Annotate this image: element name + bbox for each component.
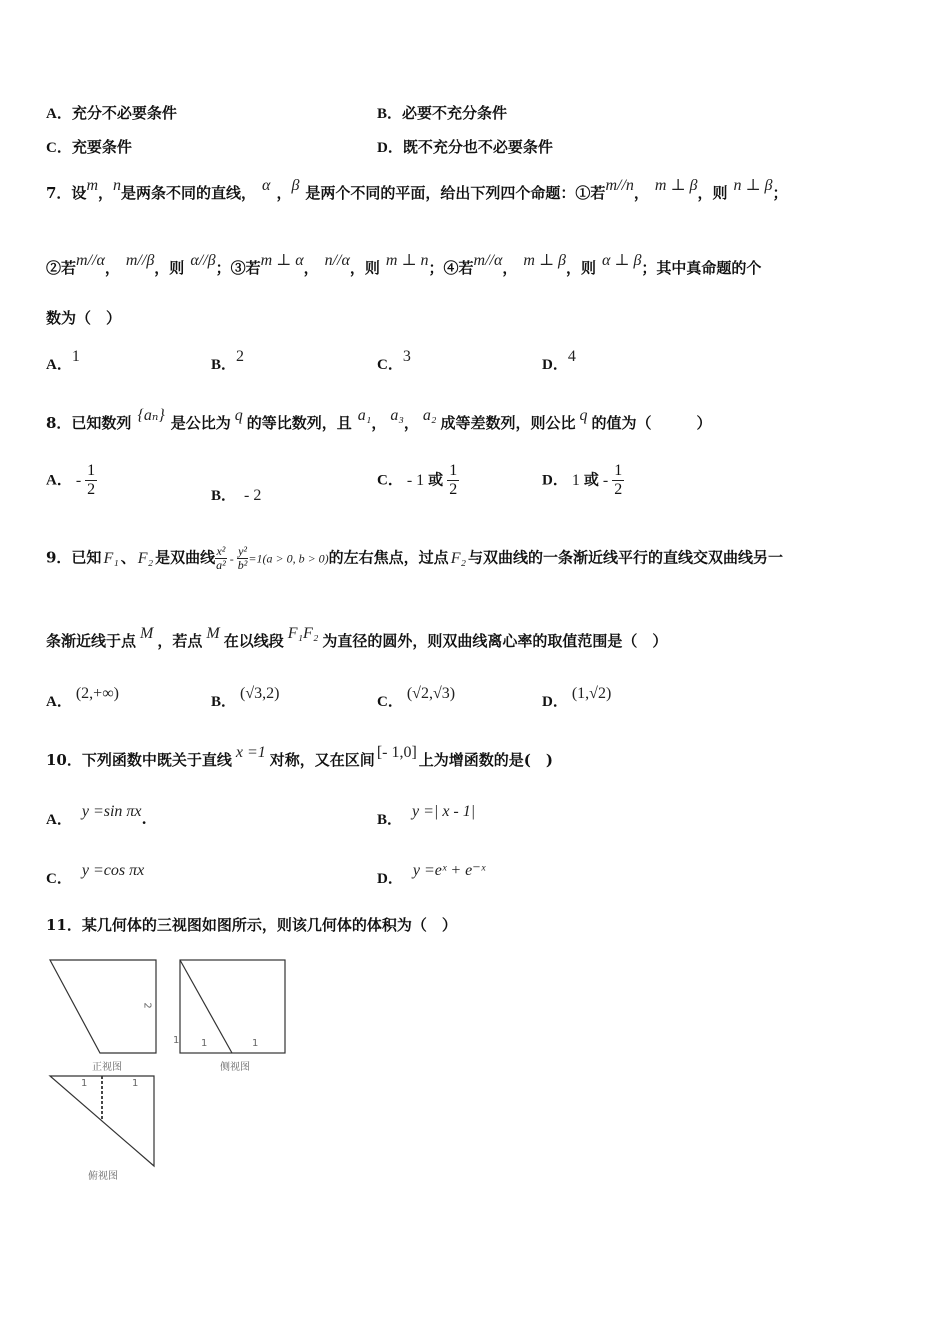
front-view-shape xyxy=(50,960,156,1053)
q9-stem-line2: 条渐近线于点 M ，若点 M 在以线段 F₁F₂ 为直径的圆外，则双曲线离心率的取值范围是（ ） xyxy=(46,625,668,650)
q9-stem-line1: 9．已知 F₁ 、 F₂ 是双曲线 $\frac{\text{x²}}{\text{a²}}$ - $\frac{\text{y²}}{\text{b²}}$ =1(a > 0, b > 0)的左右焦点，过点 F₂ 与双曲线的一条渐近线平行的直线交双曲线另一 xyxy=(46,544,784,572)
q9-option-c: C． (√2,√3) xyxy=(377,685,456,710)
q10-stem: 10．下列函数中既关于直线 x =1 对称，又在区间 [- 1,0] 上为增函数的是( ) xyxy=(46,744,553,769)
q10-option-a: A． y =sin πx. xyxy=(46,803,147,828)
q10-option-b: B． y =| x - 1| xyxy=(377,803,476,828)
q9-option-a: A． (2,+∞) xyxy=(46,685,119,710)
front-dim-one: 1 xyxy=(173,1035,180,1046)
q8-stem: 8．已知数列 {aₙ} 是公比为 q 的等比数列，且 a₁， a₃， a₂ 成等差数列，则公比 q 的值为（ ） xyxy=(46,407,712,432)
top-view-shape xyxy=(50,1076,154,1166)
q8-option-d: D． 1 或 - $\frac{1}{2}$ xyxy=(542,462,623,498)
q7-option-b: B．2 xyxy=(211,348,245,373)
front-view-label: 正视图 xyxy=(92,1062,122,1073)
q9-option-d: D． (1,√2) xyxy=(542,685,612,710)
q8-option-a: A． - $\frac{1}{2}$ xyxy=(46,462,96,498)
three-view-figure xyxy=(46,955,316,1185)
q7-option-c: C．3 xyxy=(377,348,411,373)
side-view-shape xyxy=(180,960,285,1053)
q11-stem: 11．某几何体的三视图如图所示，则该几何体的体积为（ ） xyxy=(46,916,457,934)
q6-option-b: B．必要不充分条件 xyxy=(377,104,508,122)
q10-option-d: D． y =eˣ + e⁻ˣ xyxy=(377,862,486,887)
q6-option-d: D．既不充分也不必要条件 xyxy=(377,138,553,156)
side-dim-one-right: 1 xyxy=(252,1038,259,1049)
q7-stem-line2: ②若m//α， m//β，则 α//β；③若m ⊥ α， n//α，则 m ⊥ n；④若m//α， m ⊥ β，则 α ⊥ β；其中真命题的个 xyxy=(46,252,762,277)
q7-option-d: D．4 xyxy=(542,348,576,373)
front-dim-two: 2 xyxy=(141,1002,153,1009)
top-dim-one-left: 1 xyxy=(81,1078,88,1089)
q10-option-c: C． y =cos πx xyxy=(46,862,145,887)
q7-stem-line1: 7．设m，n是两条不同的直线， α ，β 是两个不同的平面，给出下列四个命题：①若m//n， m ⊥ β，则 n ⊥ β； xyxy=(46,177,788,202)
q8-option-b: B． - 2 xyxy=(211,487,262,504)
q9-option-b: B． (√3,2) xyxy=(211,685,280,710)
q6-option-c: C．充要条件 xyxy=(46,138,132,156)
side-view-label: 侧视图 xyxy=(220,1062,250,1073)
q8-option-c: C． - 1 或 $\frac{1}{2}$ xyxy=(377,462,458,498)
top-dim-one-right: 1 xyxy=(132,1078,139,1089)
q6-option-a: A．充分不必要条件 xyxy=(46,104,177,122)
q7-option-a: A．1 xyxy=(46,348,80,373)
q7-stem-line3: 数为（ ） xyxy=(46,309,122,327)
top-view-label: 俯视图 xyxy=(88,1171,118,1182)
side-dim-one-left: 1 xyxy=(201,1038,208,1049)
